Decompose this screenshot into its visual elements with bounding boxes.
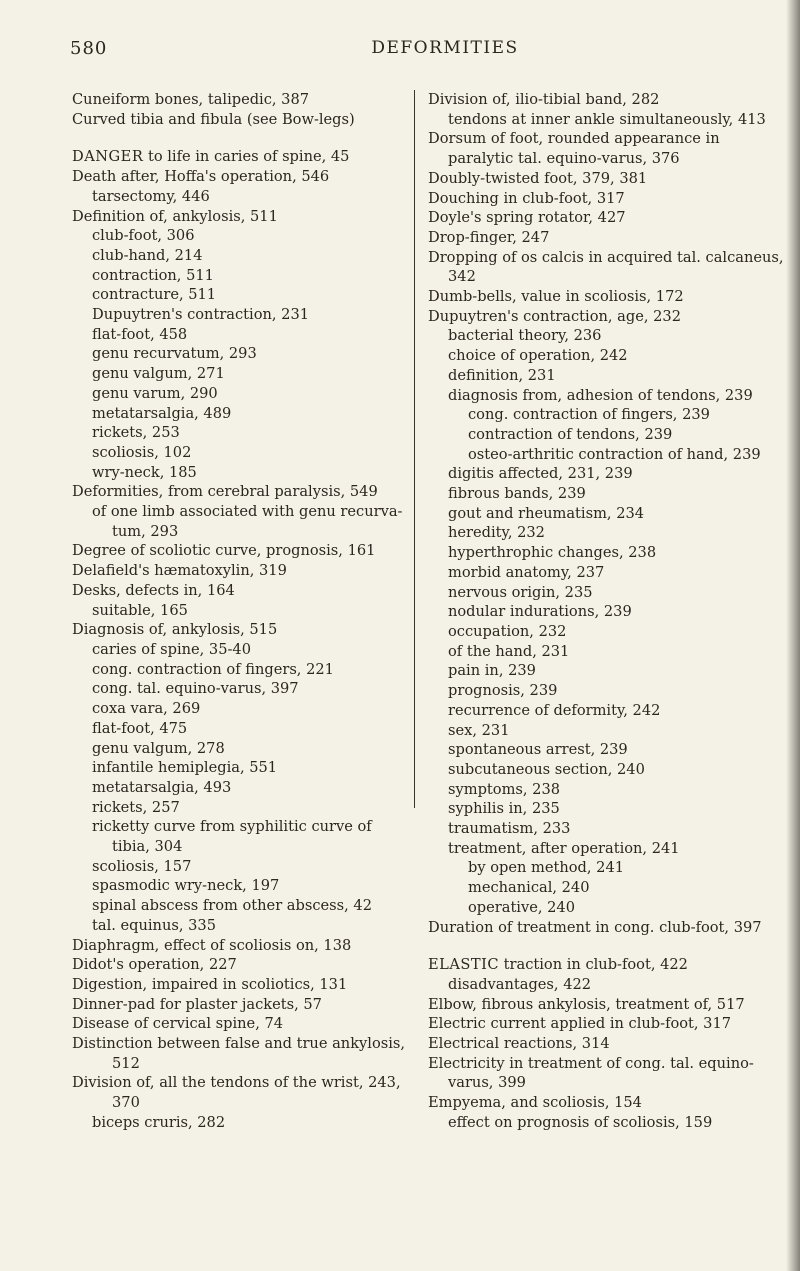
index-subentry: metatarsalgia, 493 bbox=[92, 778, 232, 796]
index-subentry: wry-neck, 185 bbox=[92, 463, 197, 481]
index-column-left bbox=[72, 90, 457, 1133]
index-subentry: treatment, after operation, 241 bbox=[448, 839, 680, 857]
index-entry: Cuneiform bones, talipedic, 387 bbox=[72, 91, 310, 108]
index-entry: Delafield's hæmatoxylin, 319 bbox=[72, 562, 287, 580]
index-subentry: nodular indurations, 239 bbox=[448, 603, 632, 621]
index-subentry: pain in, 239 bbox=[448, 662, 536, 680]
index-subentry: metatarsalgia, 489 bbox=[92, 404, 232, 422]
index-subentry: tal. equinus, 335 bbox=[92, 916, 216, 934]
index-subentry: syphilis in, 235 bbox=[448, 800, 560, 818]
index-entry: Dumb-bells, value in scoliosis, 172 bbox=[428, 288, 684, 306]
index-subentry: by open method, 241 bbox=[468, 859, 625, 877]
index-entry: Electric current applied in club-foot, 317 bbox=[428, 1015, 732, 1033]
index-subentry: spinal abscess from other abscess, 42 bbox=[92, 897, 372, 915]
index-subentry: sex, 231 bbox=[448, 721, 510, 739]
entry-text: to life in caries of spine, 45 bbox=[143, 148, 350, 166]
index-subentry: tibia, 304 bbox=[112, 838, 183, 856]
index-entry: Dropping of os calcis in acquired tal. calcaneus, bbox=[428, 248, 784, 266]
index-entry: Didot's operation, 227 bbox=[72, 956, 237, 974]
index-subentry: spontaneous arrest, 239 bbox=[448, 741, 628, 759]
index-entry: Elbow, fibrous ankylosis, treatment of, 517 bbox=[428, 995, 745, 1013]
index-subentry: prognosis, 239 bbox=[448, 682, 558, 700]
index-subentry: gout and rheumatism, 234 bbox=[448, 504, 645, 522]
index-subentry: morbid anatomy, 237 bbox=[448, 563, 605, 581]
index-entry: Drop-finger, 247 bbox=[428, 228, 550, 246]
index-subentry: spasmodic wry-neck, 197 bbox=[92, 877, 280, 895]
index-subentry: cong. contraction of fingers, 221 bbox=[92, 660, 334, 678]
index-subentry: genu valgum, 271 bbox=[92, 365, 225, 383]
index-subentry: rickets, 257 bbox=[92, 798, 180, 816]
index-subentry: cong. tal. equino-varus, 397 bbox=[92, 680, 299, 698]
index-subentry: contracture, 511 bbox=[92, 286, 217, 304]
index-subentry: flat-foot, 458 bbox=[92, 325, 188, 343]
index-subentry: genu valgum, 278 bbox=[92, 739, 225, 757]
page-number: 580 bbox=[70, 38, 108, 59]
index-subentry: tendons at inner ankle simultaneously, 413 bbox=[448, 110, 766, 128]
index-subentry: coxa vara, 269 bbox=[92, 700, 201, 718]
section-gap bbox=[72, 129, 457, 147]
index-entry: Distinction between false and true ankylosis, bbox=[72, 1035, 406, 1053]
index-entry: Digestion, impaired in scoliotics, 131 bbox=[72, 975, 348, 993]
index-entry: Disease of cervical spine, 74 bbox=[72, 1015, 284, 1033]
index-subentry: heredity, 232 bbox=[448, 524, 545, 542]
index-subentry: cong. contraction of fingers, 239 bbox=[468, 406, 710, 424]
index-subentry: 370 bbox=[112, 1094, 140, 1112]
index-subentry: effect on prognosis of scoliosis, 159 bbox=[448, 1113, 713, 1131]
index-entry bbox=[428, 955, 798, 975]
page-edge-shadow bbox=[786, 0, 800, 1271]
index-entry: Doyle's spring rotator, 427 bbox=[428, 209, 626, 227]
index-subentry: digitis affected, 231, 239 bbox=[448, 465, 633, 483]
index-entry: Electricity in treatment of cong. tal. equino- bbox=[428, 1054, 754, 1072]
index-entry: Empyema, and scoliosis, 154 bbox=[428, 1094, 642, 1112]
index-subentry: genu varum, 290 bbox=[92, 384, 218, 402]
index-subentry: genu recurvatum, 293 bbox=[92, 345, 257, 363]
index-subentry: scoliosis, 102 bbox=[92, 443, 192, 461]
running-title: DEFORMITIES bbox=[371, 38, 519, 58]
index-subentry: recurrence of deformity, 242 bbox=[448, 701, 661, 719]
section-lead-word: DANGER bbox=[72, 148, 144, 166]
index-subentry: disadvantages, 422 bbox=[448, 975, 592, 993]
section-gap bbox=[428, 937, 798, 955]
index-subentry: club-foot, 306 bbox=[92, 227, 195, 245]
index-subentry: flat-foot, 475 bbox=[92, 719, 188, 737]
index-subentry: occupation, 232 bbox=[448, 622, 567, 640]
index-entry: Dupuytren's contraction, age, 232 bbox=[428, 307, 681, 325]
index-entry: Deformities, from cerebral paralysis, 549 bbox=[72, 483, 378, 501]
index-subentry: nervous origin, 235 bbox=[448, 583, 593, 601]
index-subentry: contraction of tendons, 239 bbox=[468, 425, 673, 443]
index-subentry: Dupuytren's contraction, 231 bbox=[92, 306, 310, 324]
index-subentry: biceps cruris, 282 bbox=[92, 1113, 226, 1131]
index-subentry: contraction, 511 bbox=[92, 266, 214, 284]
index-subentry: varus, 399 bbox=[448, 1074, 526, 1092]
index-subentry: of one limb associated with genu recurva- bbox=[92, 503, 403, 521]
index-entry: Dinner-pad for plaster jackets, 57 bbox=[72, 995, 322, 1013]
index-subentry: osteo-arthritic contraction of hand, 239 bbox=[468, 445, 761, 463]
index-subentry: club-hand, 214 bbox=[92, 246, 203, 264]
entry-text: traction in club-foot, 422 bbox=[499, 956, 688, 974]
index-subentry: subcutaneous section, 240 bbox=[448, 760, 645, 778]
index-subentry: scoliosis, 157 bbox=[92, 857, 192, 875]
index-subentry: ricketty curve from syphilitic curve of bbox=[92, 818, 372, 836]
index-subentry: hyperthrophic changes, 238 bbox=[448, 544, 657, 562]
index-entry: Doubly-twisted foot, 379, 381 bbox=[428, 169, 648, 187]
index-entry: Diagnosis of, ankylosis, 515 bbox=[72, 621, 278, 639]
index-entry bbox=[72, 147, 457, 167]
index-subentry: paralytic tal. equino-varus, 376 bbox=[448, 150, 680, 168]
index-entry: Douching in club-foot, 317 bbox=[428, 189, 625, 207]
column-divider bbox=[414, 90, 415, 808]
index-entry: Electrical reactions, 314 bbox=[428, 1035, 610, 1053]
index-entry: Desks, defects in, 164 bbox=[72, 581, 235, 599]
index-subentry: diagnosis from, adhesion of tendons, 239 bbox=[448, 386, 753, 404]
index-entry: Definition of, ankylosis, 511 bbox=[72, 207, 278, 225]
index-subentry: rickets, 253 bbox=[92, 424, 180, 442]
index-entry: Duration of treatment in cong. club-foot, 397 bbox=[428, 918, 762, 936]
index-subentry: tarsectomy, 446 bbox=[92, 187, 210, 205]
index-subentry: bacterial theory, 236 bbox=[448, 327, 602, 345]
index-subentry: symptoms, 238 bbox=[448, 780, 561, 798]
index-subentry: fibrous bands, 239 bbox=[448, 485, 586, 503]
index-entry: Division of, all the tendons of the wrist, 243, bbox=[72, 1074, 401, 1092]
index-subentry: 342 bbox=[448, 268, 476, 286]
index-subentry: 512 bbox=[112, 1054, 140, 1072]
index-subentry: of the hand, 231 bbox=[448, 642, 570, 660]
index-entry: Curved tibia and fibula (see Bow-legs) bbox=[72, 110, 355, 128]
index-subentry: tum, 293 bbox=[112, 522, 179, 540]
index-subentry: mechanical, 240 bbox=[468, 879, 590, 897]
index-entry: Death after, Hoffa's operation, 546 bbox=[72, 168, 330, 186]
page-header bbox=[70, 38, 780, 62]
index-entry: Degree of scoliotic curve, prognosis, 161 bbox=[72, 542, 376, 560]
index-subentry: traumatism, 233 bbox=[448, 820, 571, 838]
index-subentry: suitable, 165 bbox=[92, 601, 188, 619]
index-subentry: caries of spine, 35-40 bbox=[92, 640, 251, 658]
index-entry: Diaphragm, effect of scoliosis on, 138 bbox=[72, 936, 352, 954]
index-subentry: definition, 231 bbox=[448, 366, 556, 384]
index-column-right bbox=[428, 90, 798, 1133]
index-subentry: choice of operation, 242 bbox=[448, 347, 628, 365]
index-subentry: infantile hemiplegia, 551 bbox=[92, 759, 278, 777]
section-lead-word: ELASTIC bbox=[428, 956, 500, 974]
index-subentry: operative, 240 bbox=[468, 898, 575, 916]
index-entry: Dorsum of foot, rounded appearance in bbox=[428, 130, 720, 148]
index-entry: Division of, ilio-tibial band, 282 bbox=[428, 91, 660, 108]
